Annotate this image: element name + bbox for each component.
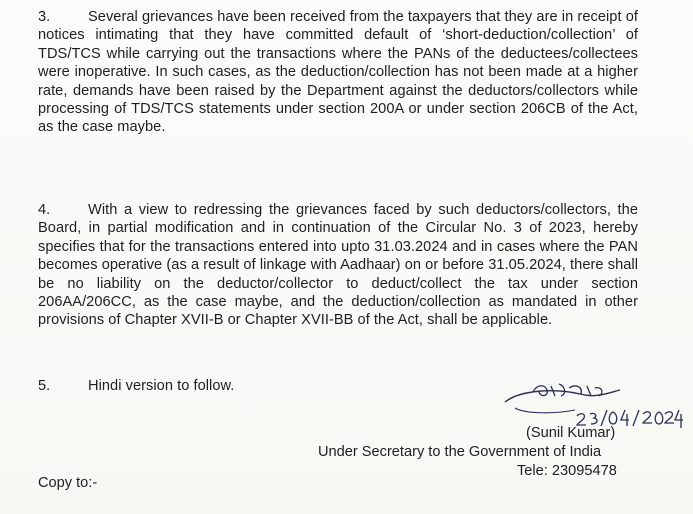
paragraph-text: Hindi version to follow. (88, 378, 235, 394)
signatory-name: (Sunil Kumar) (526, 425, 616, 441)
paragraph-text: With a view to redressing the grievances faced by such deductors/collectors, the Board, in partial modification and in continuation of the Circular No. 3 of 2023, hereby specifies that for the transactions entered into upto 31.03.2024 and in cases where the PAN becomes operative (as a result of linkage with Aadhaar) on or before 31.05.2024, there shall be no liability on the deductor/collector to deduct/collect the tax under section 206AA/206CC, as the case maybe, and the deduction/collection as mandated in other provisions of Chapter XVII-B or Chapter XVII-BB of the Act, shall be applicable. (38, 202, 638, 329)
signatory-telephone: Tele: 23095478 (517, 463, 617, 479)
copy-to-label: Copy to:- (38, 475, 98, 491)
paragraph-number: 3. (38, 9, 51, 25)
paragraph-number: 4. (38, 202, 51, 218)
paragraph-text: Several grievances have been received from the taxpayers that they are in receipt of notices intimating that they have committed default of ‘short-deduction/collection’ of TDS/TCS while carrying out the transactions where the PANs of the deductees/collectees were inoperative. In such cases, as the deduction/collection has not been made at a higher rate, demands have been raised by the Department against the deductors/collectors while processing of TDS/TCS statements under section 200A or under section 206CB of the Act, as the case maybe. (38, 9, 638, 136)
paragraph-4 (38, 201, 638, 330)
paragraph-number: 5. (38, 378, 51, 394)
paragraph-3 (38, 8, 638, 137)
signatory-designation: Under Secretary to the Government of India (318, 444, 602, 460)
